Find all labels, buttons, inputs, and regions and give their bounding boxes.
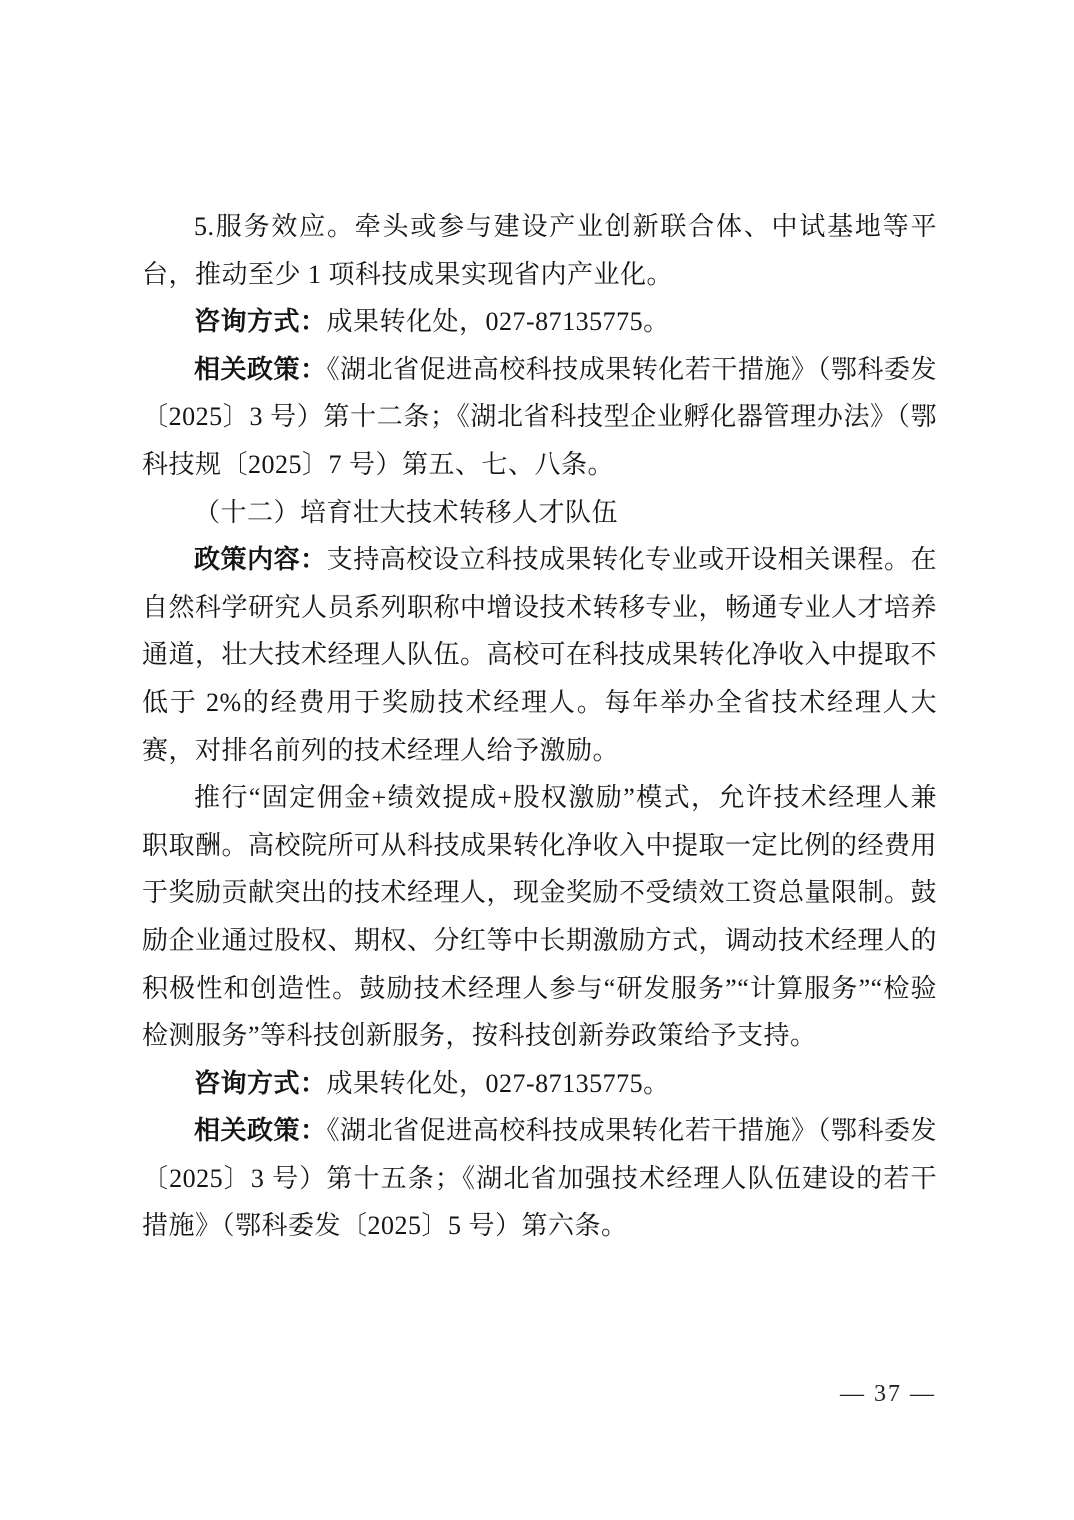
paragraph-label: 政策内容： bbox=[194, 545, 327, 575]
paragraph-text: 支持高校设立科技成果转化专业或开设相关课程。在自然科学研究人员系列职称中增设技术转移专业，畅通专业人才培养通道，壮大技术经理人队伍。高校可在科技成果转化净收入中提取不低于 2%的经费用于奖励技术经理人。每年举办全省技术经理人大赛，对排名前列的技术经理人给予激励。 bbox=[142, 545, 938, 765]
paragraph bbox=[142, 1107, 937, 1250]
paragraph bbox=[142, 298, 937, 346]
document-body bbox=[142, 203, 937, 1250]
paragraph-label: 咨询方式： bbox=[194, 1068, 327, 1098]
paragraph-text: 成果转化处，027-87135775。 bbox=[326, 307, 670, 337]
paragraph bbox=[142, 203, 937, 298]
paragraph-text: （十二）培育壮大技术转移人才队伍 bbox=[194, 497, 619, 527]
paragraph bbox=[142, 536, 937, 774]
paragraph bbox=[142, 1060, 937, 1108]
paragraph-text: 5.服务效应。牵头或参与建设产业创新联合体、中试基地等平台，推动至少 1 项科技成果实现省内产业化。 bbox=[142, 212, 937, 289]
paragraph-label: 相关政策： bbox=[194, 354, 327, 384]
paragraph-text: 推行“固定佣金+绩效提成+股权激励”模式，允许技术经理人兼职取酬。高校院所可从科技成果转化净收入中提取一定比例的经费用于奖励贡献突出的技术经理人，现金奖励不受绩效工资总量限制。鼓励企业通过股权、期权、分红等中长期激励方式，调动技术经理人的积极性和创造性。鼓励技术经理人参与“研发服务”“计算服务”“检验检测服务”等科技创新服务，按科技创新券政策给予支持。 bbox=[142, 783, 938, 1051]
paragraph-text: 《湖北省促进高校科技成果转化若干措施》（鄂科委发〔2025〕3 号）第十二条；《湖北省科技型企业孵化器管理办法》（鄂科技规〔2025〕7 号）第五、七、八条。 bbox=[142, 354, 937, 479]
paragraph-label: 相关政策： bbox=[194, 1116, 327, 1146]
paragraph-text: 《湖北省促进高校科技成果转化若干措施》（鄂科委发〔2025〕3 号）第十五条；《湖北省加强技术经理人队伍建设的若干措施》（鄂科委发〔2025〕5 号）第六条。 bbox=[142, 1116, 937, 1241]
paragraph bbox=[142, 489, 937, 537]
paragraph-label: 咨询方式： bbox=[194, 307, 327, 337]
paragraph-text: 成果转化处，027-87135775。 bbox=[326, 1068, 670, 1098]
paragraph bbox=[142, 346, 937, 489]
page-number: — 37 — bbox=[840, 1381, 936, 1407]
paragraph bbox=[142, 774, 937, 1060]
